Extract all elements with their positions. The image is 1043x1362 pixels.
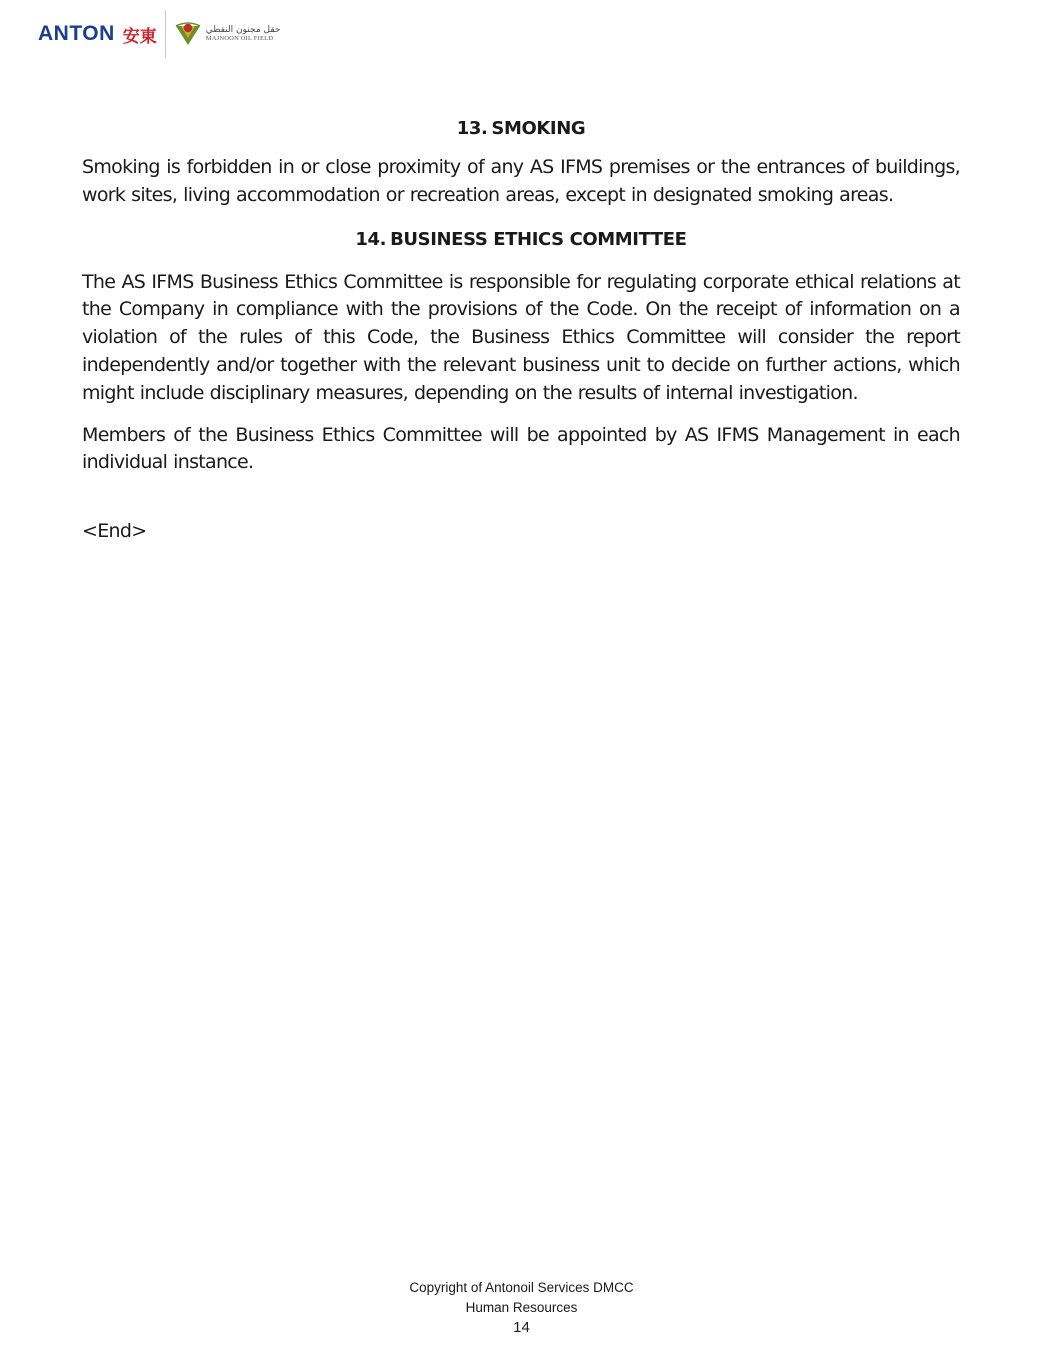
- committee-paragraph: The AS IFMS Business Ethics Committee is responsible for regulating corporate ethical relations at the Company in compliance with the provisions of the Code. On the receipt of information on a violation of the rules of this Code, the Business Ethics Committee will consider the report independently and/or together with the relevant business unit to decide on further actions, which might include disciplinary measures, depending on the results of internal investigation.: [82, 270, 960, 404]
- section-heading-business-ethics-committee: [82, 223, 960, 257]
- smoking-paragraph: Smoking is forbidden in or close proximity of any AS IFMS premises or the entrances of buildings, work sites, living accommodation or recreation areas, except in designated smoking areas.: [82, 156, 960, 206]
- section-title: SMOKING: [491, 118, 586, 139]
- page-number: 14: [513, 1319, 530, 1336]
- footer-department: Human Resources: [465, 1299, 578, 1315]
- end-marker: <End>: [82, 520, 147, 543]
- document-body: [82, 112, 960, 546]
- section-heading-smoking: [82, 112, 960, 146]
- majnoon-logo-english: MAJNOON OIL FIELD: [205, 34, 274, 42]
- page-footer: [0, 1278, 1043, 1338]
- majnoon-logo: [174, 21, 281, 47]
- anton-logo-text: ANTON: [38, 22, 115, 45]
- logo-divider: [165, 10, 166, 58]
- committee-members-paragraph: Members of the Business Ethics Committee will be appointed by AS IFMS Management in each individual instance.: [82, 423, 960, 474]
- anton-logo-cjk: 安東: [122, 26, 157, 47]
- section-title: BUSINESS ETHICS COMMITTEE: [390, 228, 687, 250]
- majnoon-emblem-icon: [174, 21, 202, 47]
- page-header: [38, 8, 280, 60]
- footer-copyright: Copyright of Antonoil Services DMCC: [409, 1280, 634, 1295]
- section-number: 13.: [456, 118, 488, 139]
- section-number: 14.: [355, 228, 387, 250]
- majnoon-logo-arabic: حقل مجنون النفطي: [205, 24, 281, 35]
